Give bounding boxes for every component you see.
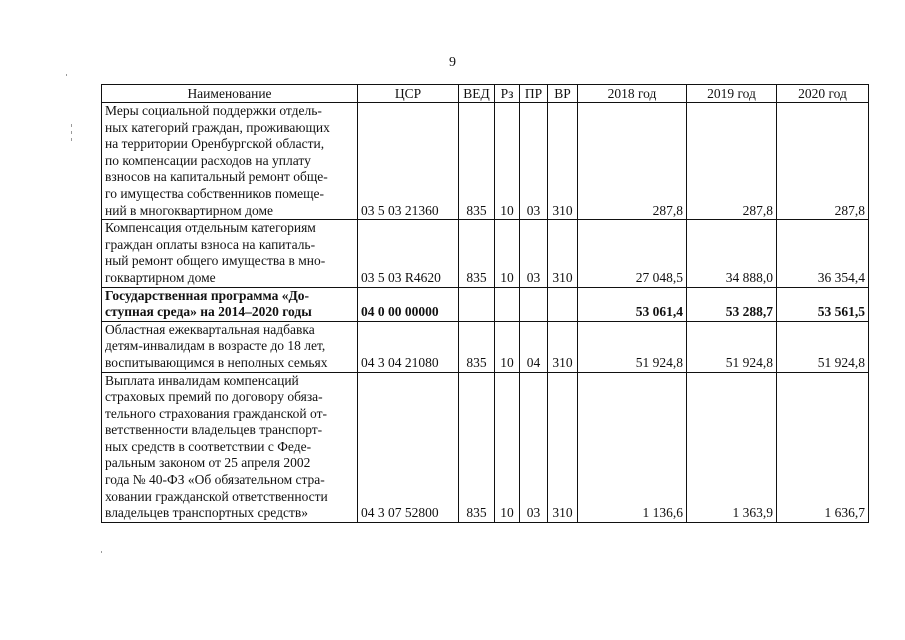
row-pr-code: 03 bbox=[520, 103, 548, 220]
row-amount-2020: 287,8 bbox=[777, 103, 869, 220]
row-csr-code: 04 3 04 21080 bbox=[358, 321, 459, 372]
row-pr-code: 03 bbox=[520, 220, 548, 287]
scan-mark bbox=[66, 74, 67, 76]
header-csr: ЦСР bbox=[358, 85, 459, 103]
row-name-line: ховании гражданской ответственности bbox=[105, 488, 328, 504]
row-name-line: гоквартирном доме bbox=[105, 269, 216, 285]
table-row bbox=[102, 372, 869, 522]
row-csr-code: 04 0 00 00000 bbox=[358, 287, 459, 321]
row-name-line: го имущества собственников помеще- bbox=[105, 185, 324, 201]
header-year-2019: 2019 год bbox=[687, 85, 777, 103]
row-vr-code: 310 bbox=[548, 372, 578, 522]
table-header-row bbox=[102, 85, 869, 103]
table-row bbox=[102, 321, 869, 372]
row-vr-code: 310 bbox=[548, 220, 578, 287]
row-amount-2020: 36 354,4 bbox=[777, 220, 869, 287]
row-name bbox=[102, 103, 358, 220]
row-rz-code: 10 bbox=[495, 372, 520, 522]
row-amount-2019: 53 288,7 bbox=[687, 287, 777, 321]
row-amount-2019: 287,8 bbox=[687, 103, 777, 220]
table-row bbox=[102, 103, 869, 220]
row-ved-code: 835 bbox=[459, 220, 495, 287]
header-vr: ВР bbox=[548, 85, 578, 103]
row-amount-2019: 1 363,9 bbox=[687, 372, 777, 522]
row-amount-2020: 51 924,8 bbox=[777, 321, 869, 372]
row-amount-2018: 1 136,6 bbox=[578, 372, 687, 522]
row-name-line: Государственная программа «До- bbox=[105, 287, 309, 303]
scan-mark bbox=[71, 124, 72, 127]
row-vr-code bbox=[548, 287, 578, 321]
row-name-line: детям-инвалидам в возрасте до 18 лет, bbox=[105, 338, 326, 354]
scan-mark bbox=[71, 131, 72, 134]
row-amount-2019: 34 888,0 bbox=[687, 220, 777, 287]
row-amount-2018: 27 048,5 bbox=[578, 220, 687, 287]
table-body bbox=[102, 103, 869, 523]
table-row-program-total bbox=[102, 287, 869, 321]
row-name-line: страховых премий по договору обяза- bbox=[105, 389, 323, 405]
row-pr-code bbox=[520, 287, 548, 321]
row-amount-2019: 51 924,8 bbox=[687, 321, 777, 372]
row-csr-code: 03 5 03 21360 bbox=[358, 103, 459, 220]
row-rz-code: 10 bbox=[495, 321, 520, 372]
row-ved-code: 835 bbox=[459, 372, 495, 522]
row-ved-code: 835 bbox=[459, 321, 495, 372]
row-rz-code: 10 bbox=[495, 103, 520, 220]
header-year-2020: 2020 год bbox=[777, 85, 869, 103]
row-name-line: тельного страхования гражданской от- bbox=[105, 405, 327, 421]
row-name-line: ветственности владельцев транспорт- bbox=[105, 422, 323, 438]
row-name-line: Меры социальной поддержки отдель- bbox=[105, 103, 322, 118]
row-ved-code: 835 bbox=[459, 103, 495, 220]
row-pr-code: 04 bbox=[520, 321, 548, 372]
row-name-line: ных средств в соответствии с Феде- bbox=[105, 438, 312, 454]
row-name-line: Выплата инвалидам компенсаций bbox=[105, 372, 299, 388]
scan-mark bbox=[101, 551, 102, 553]
row-name-line: ральным законом от 25 апреля 2002 bbox=[105, 455, 311, 471]
header-rz: Рз bbox=[495, 85, 520, 103]
row-amount-2020: 53 561,5 bbox=[777, 287, 869, 321]
row-name-line: ных категорий граждан, проживающих bbox=[105, 119, 330, 135]
page-number: 9 bbox=[449, 55, 456, 70]
scan-mark bbox=[71, 138, 72, 141]
header-pr: ПР bbox=[520, 85, 548, 103]
row-name-line: ний в многоквартирном доме bbox=[105, 202, 273, 218]
row-rz-code bbox=[495, 287, 520, 321]
row-name-line: года № 40-ФЗ «Об обязательном стра- bbox=[105, 472, 325, 488]
row-pr-code: 03 bbox=[520, 372, 548, 522]
row-amount-2018: 51 924,8 bbox=[578, 321, 687, 372]
row-name-line: взносов на капитальный ремонт обще- bbox=[105, 169, 328, 185]
row-vr-code: 310 bbox=[548, 103, 578, 220]
row-name bbox=[102, 220, 358, 287]
row-name bbox=[102, 372, 358, 522]
header-name: Наименование bbox=[102, 85, 358, 103]
row-name-line: граждан оплаты взноса на капиталь- bbox=[105, 236, 316, 252]
row-amount-2018: 53 061,4 bbox=[578, 287, 687, 321]
row-name bbox=[102, 321, 358, 372]
table-row bbox=[102, 220, 869, 287]
row-name-line: ный ремонт общего имущества в мно- bbox=[105, 253, 326, 269]
header-ved: ВЕД bbox=[459, 85, 495, 103]
row-vr-code: 310 bbox=[548, 321, 578, 372]
header-year-2018: 2018 год bbox=[578, 85, 687, 103]
row-name-line: ступная среда» на 2014–2020 годы bbox=[105, 304, 312, 320]
row-name-line: Областная ежеквартальная надбавка bbox=[105, 321, 315, 337]
budget-table bbox=[101, 84, 869, 523]
row-csr-code: 04 3 07 52800 bbox=[358, 372, 459, 522]
row-ved-code bbox=[459, 287, 495, 321]
row-csr-code: 03 5 03 R4620 bbox=[358, 220, 459, 287]
row-name-line: по компенсации расходов на уплату bbox=[105, 152, 311, 168]
row-name-line: Компенсация отдельным категориям bbox=[105, 220, 316, 236]
row-name-line: воспитывающимся в неполных семьях bbox=[105, 354, 328, 370]
row-name-line: владельцев транспортных средств» bbox=[105, 505, 308, 521]
row-amount-2020: 1 636,7 bbox=[777, 372, 869, 522]
row-amount-2018: 287,8 bbox=[578, 103, 687, 220]
row-name-line: на территории Оренбургской области, bbox=[105, 136, 325, 152]
row-name bbox=[102, 287, 358, 321]
row-rz-code: 10 bbox=[495, 220, 520, 287]
